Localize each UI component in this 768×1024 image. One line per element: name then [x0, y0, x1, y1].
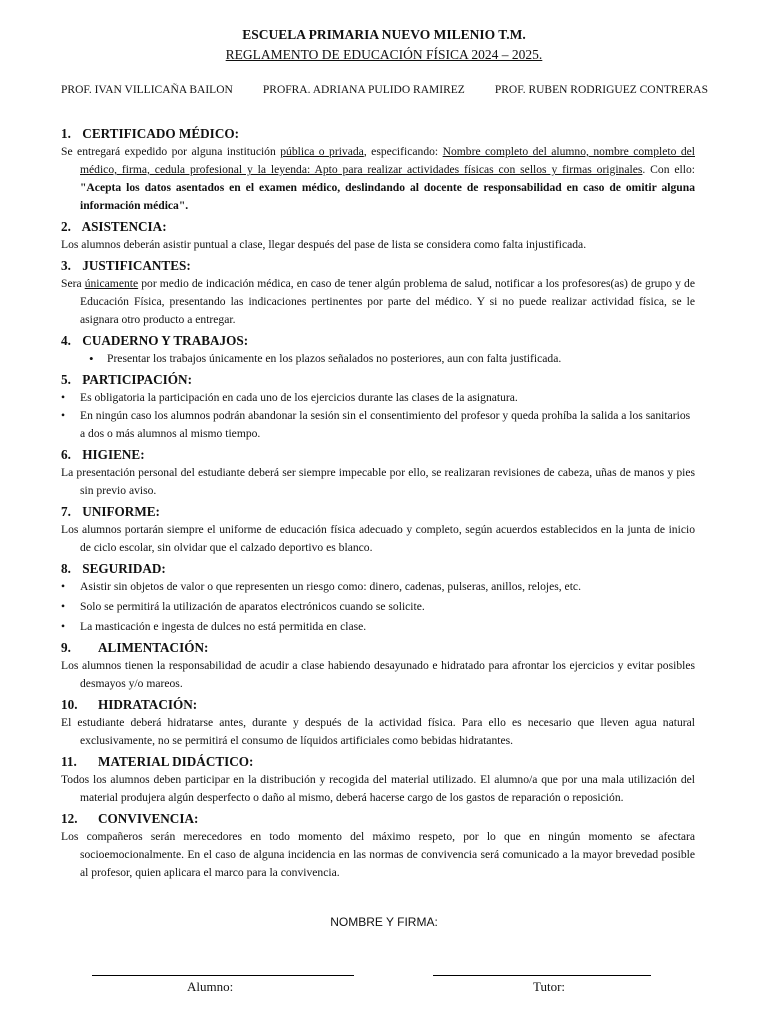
section-heading: 5. PARTICIPACIÓN: — [61, 372, 192, 387]
section-hygiene — [61, 445, 695, 500]
section-heading: 7. UNIFORME: — [61, 504, 160, 519]
teacher-list — [61, 84, 708, 96]
teacher-name: PROF. RUBEN RODRIGUEZ CONTRERAS — [494, 84, 708, 96]
section-attendance — [61, 217, 695, 254]
section-security — [61, 559, 695, 636]
bullet-list — [61, 578, 695, 636]
school-name: ESCUELA PRIMARIA NUEVO MILENIO T.M. — [242, 27, 526, 42]
list-item: • Asistir sin objetos de valor o que representen un riesgo como: dinero, cadenas, pulseras, anillos, relojes, etc. — [61, 578, 695, 596]
list-item: • La masticación e ingesta de dulces no está permitida en clase. — [61, 618, 695, 636]
section-heading: 4. CUADERNO Y TRABAJOS: — [61, 333, 249, 348]
list-item: • Presentar los trabajos únicamente en los plazos señalados no posteriores, aun con falta justificada. — [63, 350, 695, 368]
section-text: Los alumnos tienen la responsabilidad de acudir a clase habiendo desayunado e hidratado para afrontar los ejercicios y evitar posibles desmayos y/o mareos. — [61, 659, 695, 690]
section-text: La presentación personal del estudiante deberá ser siempre impecable por ello, se realizaran revisiones de cabeza, uñas de manos y pies sin previo aviso. — [61, 466, 695, 497]
section-participation — [61, 370, 695, 443]
section-text: Todos los alumnos deben participar en la distribución y recogida del material utilizado. El alumno/a que por una mala utilización del material produjera algún desperfecto o daño al mismo, deberá hacerse cargo de los gastos de reparación o reposición. — [61, 773, 695, 804]
section-heading: 10. HIDRATACIÓN: — [61, 697, 198, 712]
list-item: • En ningún caso los alumnos podrán abandonar la sesión sin el consentimiento del profesor y queda prohíba la salida a los sanitarios a dos o más alumnos al mismo tiempo. — [61, 407, 695, 443]
section-text: Los alumnos portarán siempre el uniforme de educación física adecuado y completo, según acuerdos establecidos en la junta de inicio de ciclo escolar, sin olvidar que el calzado deportivo es blanco. — [61, 523, 695, 554]
list-item: • Es obligatoria la participación en cada uno de los ejercicios durante las clases de la asignatura. — [61, 389, 695, 407]
section-heading: 12. CONVIVENCIA: — [61, 811, 199, 826]
section-text: Sera únicamente por medio de indicación médica, en caso de tener algún problema de salud, notificar a los profesores(as) de grupo y de Educación Física, presentando las indicaciones pertinentes por parte del médico. Y si no puede realizar actividad física, se le asignara otro producto a entregar. — [61, 277, 696, 326]
section-text: El estudiante deberá hidratarse antes, durante y después de la actividad física. Para ello es necesario que lleven agua natural exclusivamente, no se permitirá el consumo de líquidos artificiales como bebidas hidratantes. — [61, 716, 695, 747]
section-medical-certificate — [61, 124, 695, 215]
section-uniform — [61, 502, 695, 557]
section-heading: 3. JUSTIFICANTES: — [61, 258, 191, 273]
tutor-signature-line — [433, 975, 651, 976]
section-heading: 6. HIGIENE: — [61, 447, 145, 462]
teacher-name: PROFRA. ADRIANA PULIDO RAMIREZ — [262, 84, 465, 96]
section-heading: 11. MATERIAL DIDÁCTICO: — [61, 754, 254, 769]
section-coexistence — [61, 809, 695, 882]
section-text: Se entregará expedido por alguna institución pública o privada, especificando: Nombre completo del alumno, nombre completo del médico, firma, cedula profesional y la leyenda: Apto para realizar actividades físicas con sellos y firmas originales. Con ello: "Acepta los datos asentados en el examen médico, deslindando al docente de responsabilidad en caso de omitir alguna información médica". — [61, 145, 695, 212]
section-teaching-material — [61, 752, 695, 807]
section-heading: 1. CERTIFICADO MÉDICO: — [61, 126, 239, 141]
student-signature-line — [92, 975, 354, 976]
tutor-signature-label: Tutor: — [533, 979, 566, 994]
section-heading: 2. ASISTENCIA: — [61, 219, 167, 234]
list-item: • Solo se permitirá la utilización de aparatos electrónicos cuando se solicite. — [61, 598, 695, 616]
section-text: Los compañeros serán merecedores en todo momento del máximo respeto, por lo que en ningún momento se afectara socioemocionalmente. En el caso de alguna incidencia en las normas de convivencia será comunicado a la mayor brevedad posible al profesor, quien aplicara el marco para la convivencia. — [61, 830, 695, 879]
section-justifications — [61, 256, 695, 329]
section-heading: 8. SEGURIDAD: — [61, 561, 166, 576]
rules-list — [61, 124, 695, 884]
section-hydration — [61, 695, 695, 750]
section-heading: 9. ALIMENTACIÓN: — [61, 640, 209, 655]
signature-title: NOMBRE Y FIRMA: — [330, 915, 438, 929]
bullet-list — [61, 350, 695, 368]
regulation-title: REGLAMENTO DE EDUCACIÓN FÍSICA 2024 – 2025. — [225, 47, 543, 62]
section-text: Los alumnos deberán asistir puntual a clase, llegar después del pase de lista se considera como falta injustificada. — [61, 238, 587, 251]
teacher-name: PROF. IVAN VILLICAÑA BAILON — [61, 84, 233, 96]
student-signature-label: Alumno: — [187, 979, 234, 994]
section-notebook — [61, 331, 695, 368]
bullet-list — [61, 389, 695, 443]
section-nutrition — [61, 638, 695, 693]
